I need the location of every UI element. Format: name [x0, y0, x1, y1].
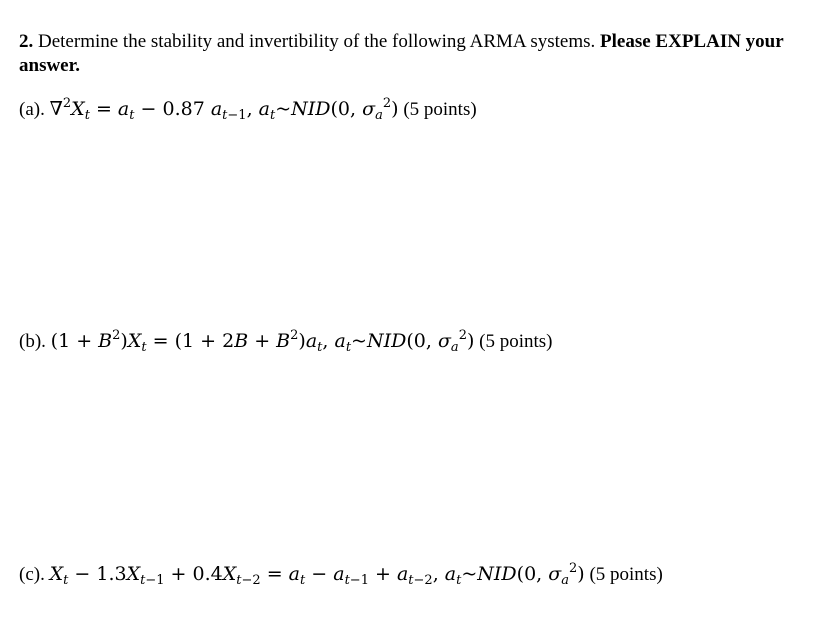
question-header	[19, 30, 809, 78]
part-b-label: (b).	[19, 331, 46, 352]
part-c-label: (c).	[19, 564, 45, 585]
question-number: 2.	[19, 31, 34, 52]
part-a-points: (5 points)	[403, 99, 477, 120]
part-a-equation: $\nabla^2X_t = a_t - 0.87$ $a_{t-1}$, $a_t\sim NID(0$, $\sigma_a^2$)	[49, 96, 399, 123]
part-a-label: (a).	[19, 99, 45, 120]
question-emphasis: Please EXPLAIN your answer.	[19, 31, 784, 76]
part-b-equation: $(1 + B^2)X_t = (1 + 2B + B^2)a_t$, $a_t\sim NID(0$, $\sigma_a^2$)	[50, 328, 475, 355]
part-c-points: (5 points)	[589, 564, 663, 585]
part-c	[19, 562, 663, 587]
part-c-equation: $X_t - 1.3X_{t-1} + 0.4X_{t-2} = a_t - a_{t-1} + a_{t-2}$, $a_t\sim NID(0$, $\sigma_a^2$)	[49, 561, 585, 588]
part-b-points: (5 points)	[479, 331, 553, 352]
question-text: Determine the stability and invertibility of the following ARMA systems.	[38, 31, 596, 52]
part-b	[19, 329, 553, 354]
part-a	[19, 97, 477, 122]
